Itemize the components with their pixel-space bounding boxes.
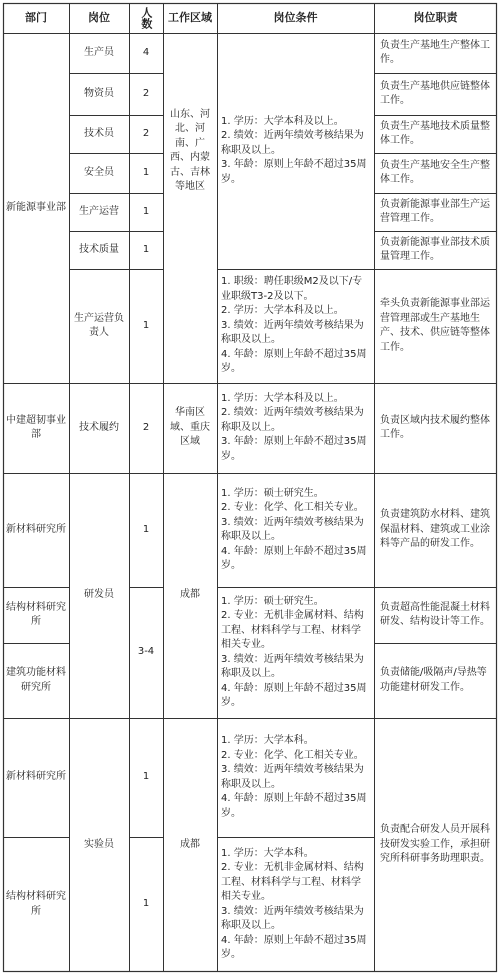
- header-area: 工作区域: [168, 11, 212, 25]
- duty-technician: 负责生产基地技术质量整体工作。: [380, 120, 490, 146]
- duty-new-materials-rd: 负责建筑防水材料、建筑保温材料、建筑或工业涂料等产品的研发工作。: [380, 509, 490, 550]
- duty-materials: 负责生产基地供应链整体工作。: [380, 80, 490, 106]
- condition-line: 2. 学历：大学本科及以上。: [221, 305, 344, 317]
- position-safety: 安全员: [84, 166, 114, 178]
- position-tech-delivery: 技术履约: [79, 421, 119, 433]
- condition-line: 1. 学历：硕士研究生。: [221, 595, 324, 607]
- duty-functional-rd: 负责储能/吸隔声/导热等功能建材研发工作。: [380, 667, 487, 693]
- area-section2: 华南区域、重庆区域: [170, 407, 210, 448]
- dept-structural-rd: 结构材料研究所: [6, 601, 66, 627]
- count-ops: 1: [142, 205, 150, 217]
- dept-new-materials-rd: 新材料研究所: [6, 523, 66, 535]
- dept-structural-lab: 结构材料研究所: [6, 891, 66, 917]
- condition-line: 4. 年龄：原则上年龄不超过35周岁。: [221, 545, 367, 571]
- condition-line: 1. 学历：大学本科及以上。: [221, 115, 344, 127]
- condition-line: 4. 年龄：原则上年龄不超过35周岁。: [221, 682, 367, 708]
- condition-line: 1. 职级：聘任职级M2及以下/专业职级T3-2及以下。: [221, 276, 363, 302]
- condition-line: 2. 专业：化学、化工相关专业。: [221, 749, 364, 761]
- condition-line: 2. 专业：无机非金属材料、结构工程、材料科学与工程、材料学相关专业。: [221, 610, 364, 650]
- dept-new-materials-lab: 新材料研究所: [6, 771, 66, 783]
- condition-line: 4. 年龄：原则上年龄不超过35周岁。: [221, 793, 367, 819]
- condition-line: 2. 专业：化学、化工相关专业。: [221, 502, 364, 513]
- count-safety: 1: [142, 166, 150, 178]
- condition-line: 1. 学历：大学本科。: [221, 735, 314, 746]
- conditions-structural-lab: [217, 837, 374, 972]
- condition-line: 2. 专业：无机非金属材料、结构工程、材料科学与工程、材料学相关专业。: [221, 862, 364, 902]
- condition-line: 1. 学历：硕士研究生。: [221, 487, 324, 499]
- duty-ops-lead: 牵头负责新能源事业部运营管理部或生产基地生产、技术、供应链等整体工作。: [380, 298, 490, 353]
- position-ops-lead: 生产运营负责人: [74, 312, 124, 338]
- area-section1: 山东、河北、河南、广西、内蒙古、吉林等地区: [170, 108, 210, 192]
- condition-line: 2. 绩效：近两年绩效考核结果为称职及以上。: [221, 407, 364, 433]
- duty-lab-technician: 负责配合研发人员开展科技研发实验工作，承担研究所科研事务助理职责。: [380, 824, 490, 865]
- position-quality: 技术质量: [79, 243, 119, 255]
- dept-new-energy: 新能源事业部: [6, 201, 66, 213]
- duty-ops: 负责新能源事业部生产运营管理工作。: [380, 198, 490, 224]
- duty-quality: 负责新能源事业部技术质量管理工作。: [380, 236, 490, 262]
- dept-ultra-tough: 中建超韧事业部: [6, 414, 66, 440]
- count-ops-lead: 1: [142, 319, 150, 331]
- conditions-list: [221, 595, 370, 711]
- conditions-list: [221, 392, 370, 465]
- duty-production: 负责生产基地生产整体工作。: [380, 39, 490, 65]
- header-dept: 部门: [25, 11, 47, 25]
- header-conditions: 岗位条件: [273, 11, 318, 25]
- condition-line: 1. 学历：大学本科。: [221, 847, 314, 859]
- area-section3: 成都: [180, 589, 200, 601]
- header-duties: 岗位职责: [413, 11, 458, 25]
- count-tech-delivery: 2: [142, 421, 150, 433]
- count-structural-lab: 1: [142, 898, 150, 910]
- count-technician: 2: [142, 127, 150, 139]
- conditions-list: [221, 847, 370, 963]
- count-quality: 1: [142, 243, 150, 255]
- count-production: 4: [142, 46, 150, 58]
- count-new-materials-rd: 1: [142, 523, 150, 535]
- conditions-list: [221, 487, 370, 574]
- header-count: 人数: [139, 7, 153, 29]
- conditions-new-materials-rd: [217, 473, 374, 587]
- conditions-list: [221, 275, 370, 377]
- condition-line: 4. 年龄：原则上年龄不超过35周岁。: [221, 348, 367, 375]
- condition-line: 1. 学历：大学本科及以上。: [221, 392, 344, 404]
- condition-line: 2. 绩效：近两年绩效考核结果为称职及以上。: [221, 130, 364, 156]
- position-production: 生产员: [84, 46, 114, 58]
- conditions-new-materials-lab: [217, 718, 374, 837]
- conditions-list: [221, 734, 370, 821]
- position-researcher: 研发员: [84, 589, 114, 601]
- condition-line: 3. 年龄：原则上年龄不超过35周岁。: [221, 159, 367, 185]
- conditions-section1: [217, 33, 374, 269]
- condition-line: 3. 绩效：近两年绩效考核结果为称职及以上。: [221, 905, 364, 931]
- position-ops: 生产运营: [79, 205, 119, 217]
- conditions-section2: [217, 383, 374, 473]
- conditions-ops-lead: [217, 269, 374, 383]
- condition-line: 3. 绩效：近两年绩效考核结果为称职及以上。: [221, 764, 364, 790]
- count-materials: 2: [142, 87, 150, 99]
- condition-line: 4. 年龄：原则上年龄不超过35周岁。: [221, 934, 367, 960]
- condition-line: 3. 绩效：近两年绩效考核结果为称职及以上。: [221, 653, 364, 679]
- dept-functional-rd: 建筑功能材料研究所: [6, 667, 66, 693]
- area-section4: 成都: [180, 838, 200, 850]
- count-new-materials-lab: 1: [142, 771, 150, 783]
- condition-line: 3. 绩效：近两年绩效考核结果为称职及以上。: [221, 516, 364, 542]
- conditions-list: [221, 115, 370, 188]
- count-shared: 3-4: [137, 646, 155, 658]
- duty-safety: 负责生产基地安全生产整体工作。: [380, 159, 490, 185]
- position-lab-technician: 实验员: [84, 838, 114, 850]
- condition-line: 3. 绩效：近两年绩效考核结果为称职及以上。: [221, 319, 364, 346]
- header-position: 岗位: [88, 11, 110, 25]
- duty-tech-delivery: 负责区域内技术履约整体工作。: [380, 414, 490, 440]
- area-ops-lead-empty: [163, 269, 217, 383]
- position-technician: 技术员: [84, 127, 114, 139]
- condition-line: 3. 年龄：原则上年龄不超过35周岁。: [221, 436, 367, 462]
- duty-structural-rd: 负责超高性能混凝土材料研发、结构设计等工作。: [380, 601, 490, 627]
- position-materials: 物资员: [84, 87, 114, 99]
- conditions-structural-rd: [217, 587, 374, 718]
